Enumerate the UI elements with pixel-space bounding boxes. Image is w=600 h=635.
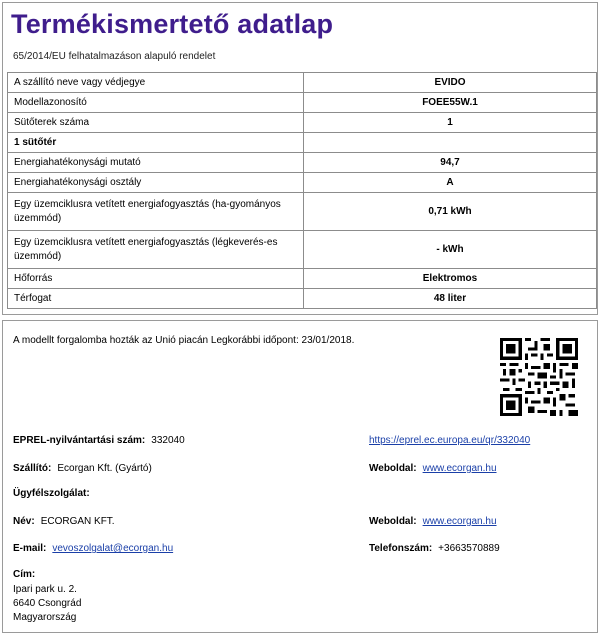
email-link[interactable]: vevoszolgalat@ecorgan.hu <box>52 543 174 554</box>
row-value: Elektromos <box>304 269 597 289</box>
regulation-subtitle: 65/2014/EU felhatalmazáson alapuló rendelet <box>13 51 216 62</box>
row-label: Egy üzemciklusra vetített energiafogyasztás (légkeverés-es üzemmód) <box>8 231 304 269</box>
row-label: Energiahatékonysági mutató <box>8 153 304 173</box>
row-value <box>304 133 597 153</box>
website-row-1 <box>369 463 497 474</box>
product-sheet <box>2 2 598 315</box>
table-row <box>8 113 597 133</box>
row-label: Térfogat <box>8 289 304 309</box>
page-title: Termékismertető adatlap <box>11 9 334 39</box>
row-label: Energiahatékonysági osztály <box>8 173 304 193</box>
email-row <box>13 543 173 554</box>
name-label: Név: <box>13 516 35 527</box>
table-row <box>8 73 597 93</box>
name-row <box>13 516 115 527</box>
row-label: Egy üzemciklusra vetített energiafogyasztás (ha-gyományos üzemmód) <box>8 193 304 231</box>
customer-service-heading: Ügyfélszolgálat: <box>13 488 90 499</box>
table-row <box>8 231 597 269</box>
row-value: 94,7 <box>304 153 597 173</box>
eprel-row <box>13 435 185 446</box>
row-label: Sütőterek száma <box>8 113 304 133</box>
table-row <box>8 193 597 231</box>
email-label: E-mail: <box>13 543 47 554</box>
table-row <box>8 289 597 309</box>
section-label: 1 sütőtér <box>8 133 304 153</box>
supplier-info-card <box>2 320 598 633</box>
address-block <box>13 583 81 625</box>
market-note: A modellt forgalomba hozták az Unió piacán Legkorábbi időpont: 23/01/2018. <box>13 335 355 346</box>
row-value: 1 <box>304 113 597 133</box>
spec-table <box>7 72 597 309</box>
row-value: 48 liter <box>304 289 597 309</box>
eprel-link[interactable]: https://eprel.ec.europa.eu/qr/332040 <box>369 435 531 446</box>
phone-label: Telefonszám: <box>369 543 433 554</box>
supplier-label: Szállító: <box>13 463 52 474</box>
address-line: 6640 Csongrád <box>13 598 82 609</box>
table-row <box>8 153 597 173</box>
website-link[interactable]: www.ecorgan.hu <box>422 516 497 527</box>
address-line: Magyarország <box>13 612 77 623</box>
phone-number: +3663570889 <box>438 543 500 554</box>
row-label: Modellazonosító <box>8 93 304 113</box>
qr-code-icon[interactable] <box>500 338 578 416</box>
row-label: Hőforrás <box>8 269 304 289</box>
section-row <box>8 133 597 153</box>
eprel-label: EPREL-nyilvántartási szám: <box>13 435 146 446</box>
website-row-2 <box>369 516 497 527</box>
row-value: EVIDO <box>304 73 597 93</box>
company-name: ECORGAN KFT. <box>40 516 115 527</box>
phone-row <box>369 543 500 554</box>
website-label: Weboldal: <box>369 463 417 474</box>
row-value: 0,71 kWh <box>304 193 597 231</box>
address-line: Ipari park u. 2. <box>13 584 77 595</box>
supplier-row <box>13 463 152 474</box>
row-label: A szállító neve vagy védjegye <box>8 73 304 93</box>
website-link[interactable]: www.ecorgan.hu <box>422 463 497 474</box>
row-value: FOEE55W.1 <box>304 93 597 113</box>
table-row <box>8 173 597 193</box>
row-value: A <box>304 173 597 193</box>
table-row <box>8 93 597 113</box>
table-row <box>8 269 597 289</box>
supplier-name: Ecorgan Kft. (Gyártó) <box>57 463 152 474</box>
address-label: Cím: <box>13 569 36 580</box>
website-label: Weboldal: <box>369 516 417 527</box>
row-value: - kWh <box>304 231 597 269</box>
eprel-number: 332040 <box>151 435 185 446</box>
